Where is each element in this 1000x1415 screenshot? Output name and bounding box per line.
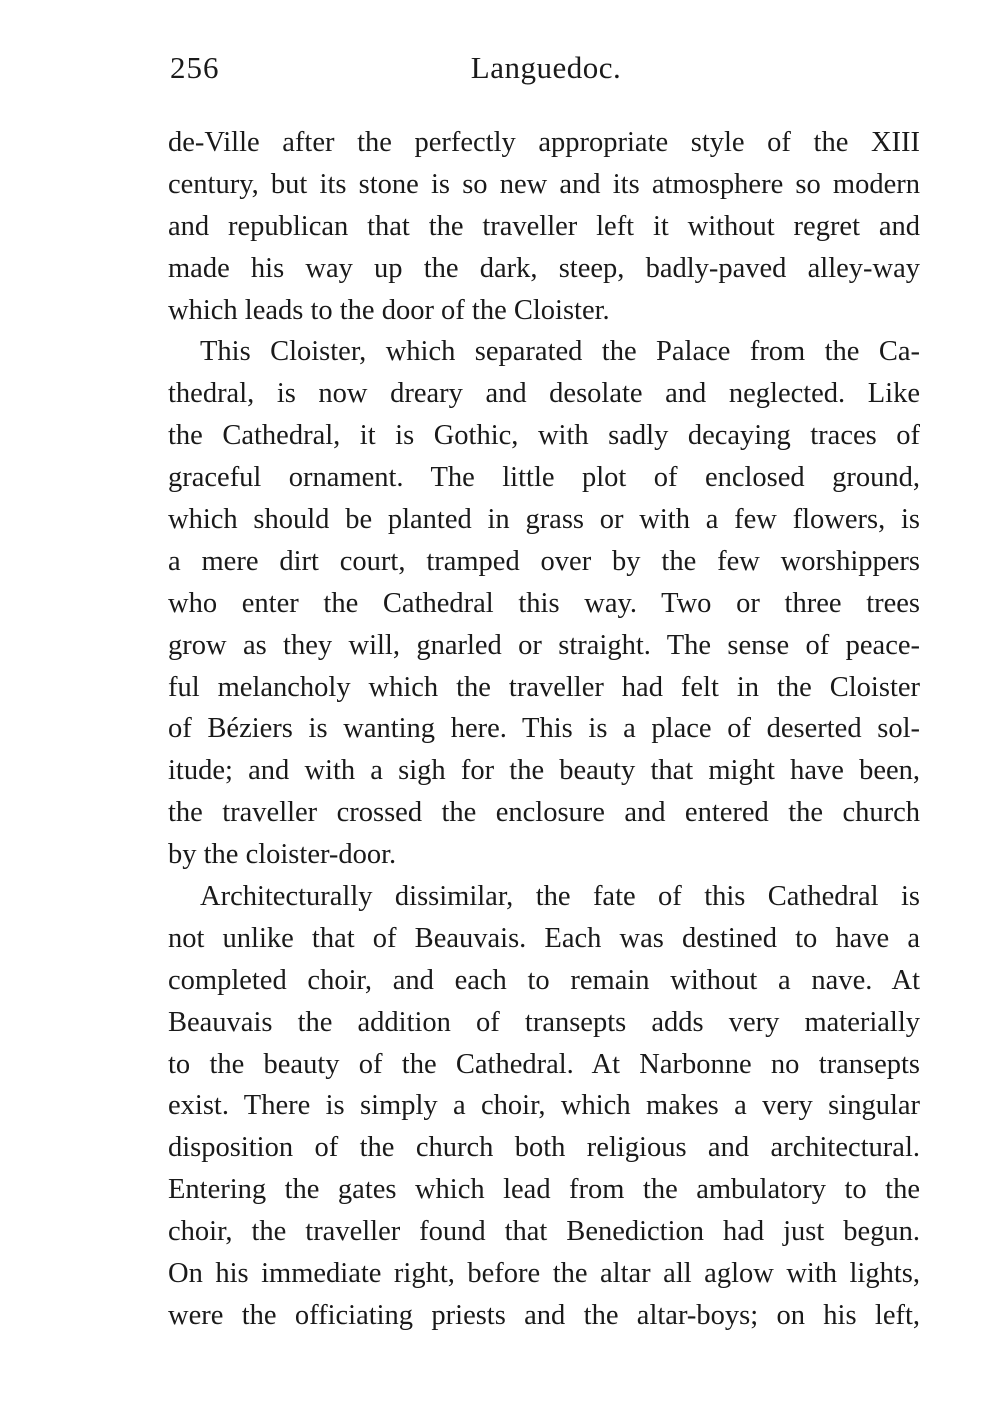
text-line: graceful ornament. The little plot of enclosed ground, xyxy=(168,462,920,494)
page-number: 256 xyxy=(170,50,220,85)
text-line: Entering the gates which lead from the ambulatory to the xyxy=(168,1174,920,1206)
text-line: de-Ville after the perfectly appropriate style of the XIII xyxy=(168,127,920,158)
text-line: the Cathedral, it is Gothic, with sadly decaying traces of xyxy=(168,420,920,452)
text-line: ful melancholy which the traveller had felt in the Cloister xyxy=(168,671,920,703)
text-line: grow as they will, gnarled or straight. The sense of peace- xyxy=(168,629,920,661)
text-line: choir, the traveller found that Benediction had just begun. xyxy=(168,1216,920,1248)
text-line: a mere dirt court, tramped over by the few worshippers xyxy=(168,545,920,577)
text-line: who enter the Cathedral this way. Two or three trees xyxy=(168,587,920,619)
text-line: to the beauty of the Cathedral. At Narbonne no transepts xyxy=(168,1048,920,1080)
text-line: century, but its stone is so new and its atmosphere so modern xyxy=(168,168,920,200)
text-line: were the officiating priests and the altar-boys; on his left, xyxy=(168,1299,920,1331)
text-line: exist. There is simply a choir, which makes a very singular xyxy=(168,1090,920,1122)
text-line: which leads to the door of the Cloister. xyxy=(168,294,610,326)
text-line: made his way up the dark, steep, badly-paved alley-way xyxy=(168,252,920,284)
text-line: not unlike that of Beauvais. Each was destined to have a xyxy=(168,922,920,954)
text-line: by the cloister-door. xyxy=(168,839,397,871)
text-line: Architecturally dissimilar, the fate of this Cathedral is xyxy=(200,881,920,913)
text-line: On his immediate right, before the altar all aglow with lights, xyxy=(168,1258,920,1290)
text-line: and republican that the traveller left it without regret and xyxy=(168,210,920,242)
text-line: which should be planted in grass or with a few flowers, is xyxy=(168,504,920,536)
running-head xyxy=(170,46,922,90)
text-line: disposition of the church both religious and architectural. xyxy=(168,1132,920,1164)
text-line: This Cloister, which separated the Palace from the Ca- xyxy=(200,336,920,368)
text-line: thedral, is now dreary and desolate and neglected. Like xyxy=(168,378,920,410)
text-line: Beauvais the addition of transepts adds very materially xyxy=(168,1006,920,1038)
running-title: Languedoc. xyxy=(470,50,622,85)
body-text xyxy=(168,122,920,1337)
text-line: completed choir, and each to remain without a nave. At xyxy=(168,964,920,996)
text-line: of Béziers is wanting here. This is a place of deserted sol- xyxy=(168,713,920,745)
text-line: itude; and with a sigh for the beauty that might have been, xyxy=(168,755,920,787)
text-line: the traveller crossed the enclosure and entered the church xyxy=(168,797,920,829)
